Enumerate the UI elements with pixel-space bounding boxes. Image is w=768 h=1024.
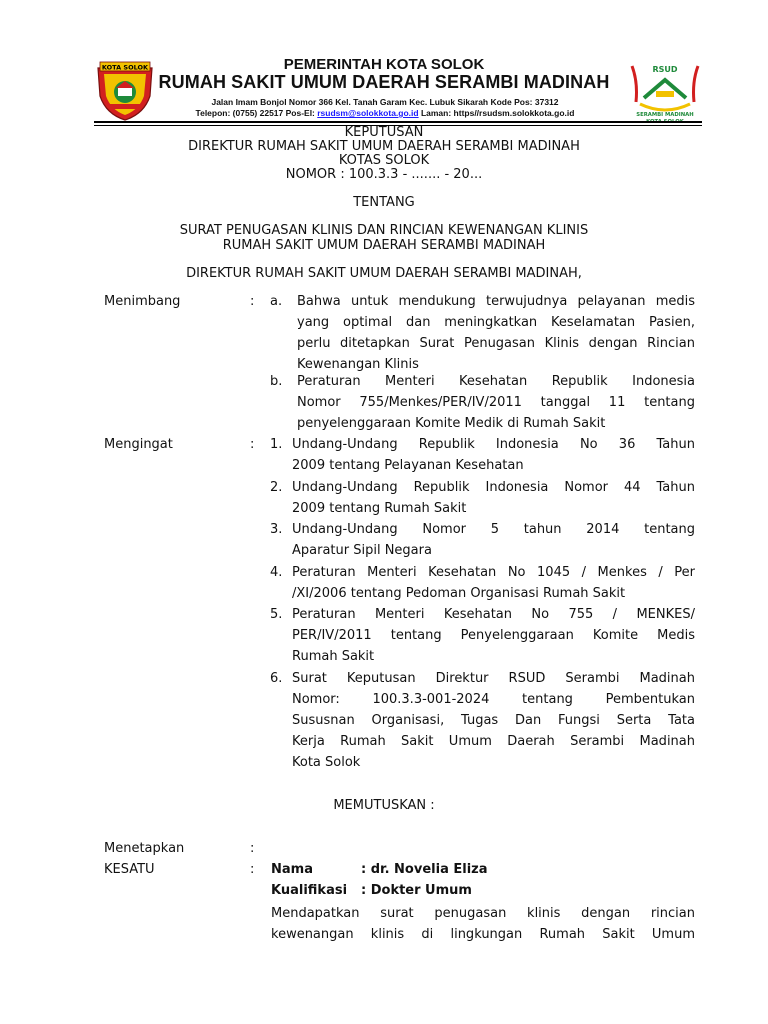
text-line: Undang-Undang Republik Indonesia No 36 Tahun <box>292 437 695 452</box>
website-text: Laman: https//rsudsm.solokkota.go.id <box>418 108 575 118</box>
mengingat-item-3-mark: 3. <box>270 522 283 537</box>
decree-issuer: DIREKTUR RUMAH SAKIT UMUM DAERAH SERAMBI MADINAH <box>188 139 580 154</box>
menetapkan-colon: : <box>250 841 255 856</box>
menimbang-item-b <box>297 371 695 434</box>
text-line: Sususnan Organisasi, Tugas Dan Fungsi Serta Tata <box>292 713 695 728</box>
text-line: Aparatur Sipil Negara <box>292 543 432 558</box>
memutuskan-heading: MEMUTUSKAN : <box>333 798 435 813</box>
menimbang-item-a <box>297 291 695 375</box>
tentang-heading: TENTANG <box>353 195 415 210</box>
director-heading: DIREKTUR RUMAH SAKIT UMUM DAERAH SERAMBI MADINAH, <box>186 266 582 281</box>
text-line: Peraturan Menteri Kesehatan No 755 / MENKES/ <box>292 607 695 622</box>
decree-title: KEPUTUSAN <box>344 125 424 140</box>
text-line: /XI/2006 tentang Pedoman Organisasi Rumah Sakit <box>292 586 626 601</box>
svg-text:RSUD: RSUD <box>652 65 678 74</box>
contact-phone: Telepon: (0755) 22517 Pos-El: <box>195 108 318 118</box>
text-line: Surat Keputusan Direktur RSUD Serambi Madinah <box>292 671 695 686</box>
svg-text:SERAMBI MADINAH: SERAMBI MADINAH <box>636 112 694 118</box>
mengingat-label: Mengingat <box>104 437 173 452</box>
mengingat-item-5-mark: 5. <box>270 607 283 622</box>
text-line: Kerja Rumah Sakit Umum Daerah Serambi Madinah <box>292 734 695 749</box>
email-link[interactable]: rsudsm@solokkota.go.id <box>317 108 419 118</box>
menimbang-colon: : <box>250 294 255 309</box>
menimbang-label: Menimbang <box>104 294 181 309</box>
mengingat-item-3 <box>292 519 695 561</box>
mengingat-item-1 <box>292 434 695 476</box>
decree-city: KOTAS SOLOK <box>338 153 430 168</box>
text-line: Rumah Sakit <box>292 649 375 664</box>
kesatu-paragraph <box>271 903 695 945</box>
text-line: Peraturan Menteri Kesehatan No 1045 / Menkes / Per <box>292 565 695 580</box>
text-line: PER/IV/2011 tentang Penyelenggaraan Komite Medis <box>292 628 695 643</box>
text-line: Undang-Undang Republik Indonesia Nomor 44 Tahun <box>292 480 695 495</box>
text-line: 2009 tentang Rumah Sakit <box>292 501 467 516</box>
menimbang-item-b-mark: b. <box>270 374 283 389</box>
kesatu-colon: : <box>250 862 255 877</box>
text-line: Kewenangan Klinis <box>297 357 419 372</box>
kesatu-label: KESATU <box>104 862 155 877</box>
text-line: Peraturan Menteri Kesehatan Republik Indonesia <box>297 374 695 389</box>
mengingat-item-4-mark: 4. <box>270 565 283 580</box>
hospital-name: RUMAH SAKIT UMUM DAERAH SERAMBI MADINAH <box>158 72 610 92</box>
text-line: Nomor: 100.3.3-001-2024 tentang Pembentukan <box>292 692 695 707</box>
mengingat-item-6-mark: 6. <box>270 671 283 686</box>
hospital-contact <box>120 108 650 118</box>
text-line: Nomor 755/Menkes/PER/IV/2011 tanggal 11 tentang <box>297 395 695 410</box>
text-line: Kota Solok <box>292 755 361 770</box>
text-line: Mendapatkan surat penugasan klinis dengan rincian <box>271 906 695 921</box>
decree-number: NOMOR : 100.3.3 - ....... - 20... <box>285 167 483 182</box>
subject-line-1: SURAT PENUGASAN KLINIS DAN RINCIAN KEWENANGAN KLINIS <box>179 223 589 238</box>
mengingat-item-2 <box>292 477 695 519</box>
subject-line-2: RUMAH SAKIT UMUM DAERAH SERAMBI MADINAH <box>222 238 546 253</box>
mengingat-item-1-mark: 1. <box>270 437 283 452</box>
mengingat-colon: : <box>250 437 255 452</box>
mengingat-item-2-mark: 2. <box>270 480 283 495</box>
hospital-address: Jalan Imam Bonjol Nomor 366 Kel. Tanah Garam Kec. Lubuk Sikarah Kode Pos: 37312 <box>211 97 559 107</box>
text-line: kewenangan klinis di lingkungan Rumah Sakit Umum <box>271 927 695 942</box>
text-line: yang optimal dan meningkatkan Keselamatan Pasien, <box>297 315 695 330</box>
menetapkan-label: Menetapkan <box>104 841 185 856</box>
text-line: 2009 tentang Pelayanan Kesehatan <box>292 458 524 473</box>
text-line: perlu ditetapkan Surat Penugasan Klinis dengan Rincian <box>297 336 695 351</box>
mengingat-item-5 <box>292 604 695 667</box>
kualifikasi-label: Kualifikasi <box>271 883 348 898</box>
kualifikasi-value: : Dokter Umum <box>361 883 472 898</box>
menimbang-item-a-mark: a. <box>270 294 283 309</box>
text-line: penyelenggaraan Komite Medik di Rumah Sakit <box>297 416 606 431</box>
svg-text:KOTA SOLOK: KOTA SOLOK <box>646 119 684 125</box>
nama-value: : dr. Novelia Eliza <box>361 862 488 877</box>
mengingat-item-4 <box>292 562 695 604</box>
svg-text:KOTA SOLOK: KOTA SOLOK <box>101 63 149 72</box>
text-line: Undang-Undang Nomor 5 tahun 2014 tentang <box>292 522 695 537</box>
text-line: Bahwa untuk mendukung terwujudnya pelayanan medis <box>297 294 695 309</box>
letterhead-rule-thick <box>94 121 702 123</box>
nama-label: Nama <box>271 862 313 877</box>
mengingat-item-6 <box>292 668 695 773</box>
government-name: PEMERINTAH KOTA SOLOK <box>283 56 485 73</box>
